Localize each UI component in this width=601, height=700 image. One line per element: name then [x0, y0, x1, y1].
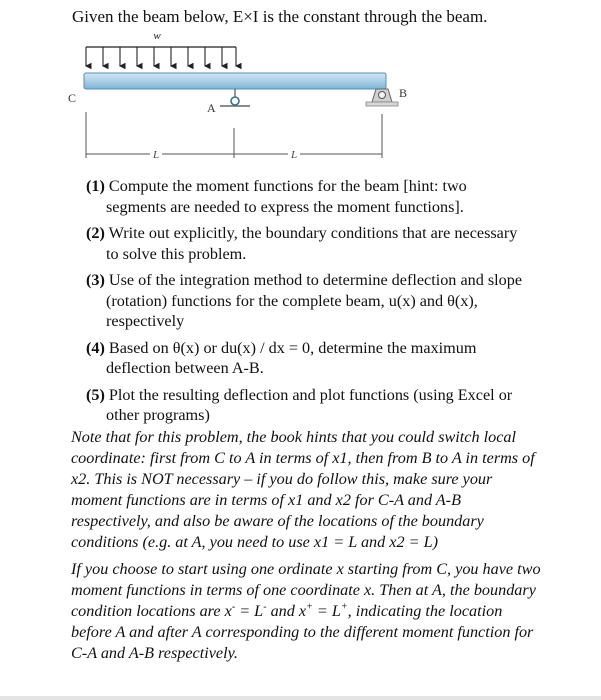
- load-label: w: [153, 30, 161, 42]
- question-text: Use of the integration method to determine deflection and slope (rotation) functions for the complete beam, u(x) and θ(x), respectively: [104, 271, 523, 330]
- span-left-label: L: [152, 149, 160, 161]
- question-number: (3): [86, 271, 105, 289]
- problem-title: Given the beam below, E×I is the constant through the beam.: [72, 7, 488, 26]
- question-item: [86, 223, 526, 264]
- bottom-divider: [0, 696, 601, 700]
- span-right-label: L: [290, 149, 298, 161]
- question-number: (2): [86, 224, 105, 242]
- notes: [71, 427, 541, 670]
- question-item: [86, 385, 526, 426]
- point-c-label: C: [68, 91, 77, 105]
- beam-diagram: [0, 0, 601, 175]
- question-number: (4): [86, 338, 105, 357]
- question-list: [86, 176, 526, 432]
- question-item: [86, 338, 526, 379]
- question-text: Plot the resulting deflection and plot functions (using Excel or other programs): [104, 385, 513, 424]
- question-text: Compute the moment functions for the beam [hint: two segments are needed to express the moment functions].: [104, 177, 467, 216]
- note-coordinate-switch: Note that for this problem, the book hints that you could switch local coordinate: first from C to A in terms of x1, then from B to A in terms of x2. This is NOT necessary – if you do follow this, make sure your moment functions are in terms of x1 and x2 for C-A and A-B respectively, and also be aware of the locations of the boundary conditions (e.g. at A, you need to use x1 = L and x2 = L): [71, 428, 535, 551]
- distributed-load: [86, 47, 236, 66]
- note-single-ordinate: If you choose to start using one ordinate x starting from C, you have two moment functions in terms of one coordinate x. Then at A, the boundary condition locations are x- = L- and x+ = L+, indicating the location before A and after A corresponding to the different moment function for C-A and A-B respectively.: [71, 560, 541, 662]
- question-text: Based on θ(x) or du(x) / dx = 0, determine the maximum deflection between A-B.: [104, 338, 477, 377]
- beam: [84, 73, 386, 89]
- point-b-label: B: [399, 86, 408, 100]
- question-number: (1): [86, 177, 105, 195]
- question-item: [86, 270, 526, 332]
- question-item: [86, 176, 526, 217]
- question-number: (5): [86, 385, 105, 404]
- dimension-line: [86, 112, 382, 158]
- pin-support-b: [366, 89, 398, 106]
- point-a-label: A: [207, 101, 216, 115]
- question-text: Write out explicitly, the boundary conditions that are necessary to solve this problem.: [104, 224, 518, 263]
- roller-support-a: [220, 89, 250, 106]
